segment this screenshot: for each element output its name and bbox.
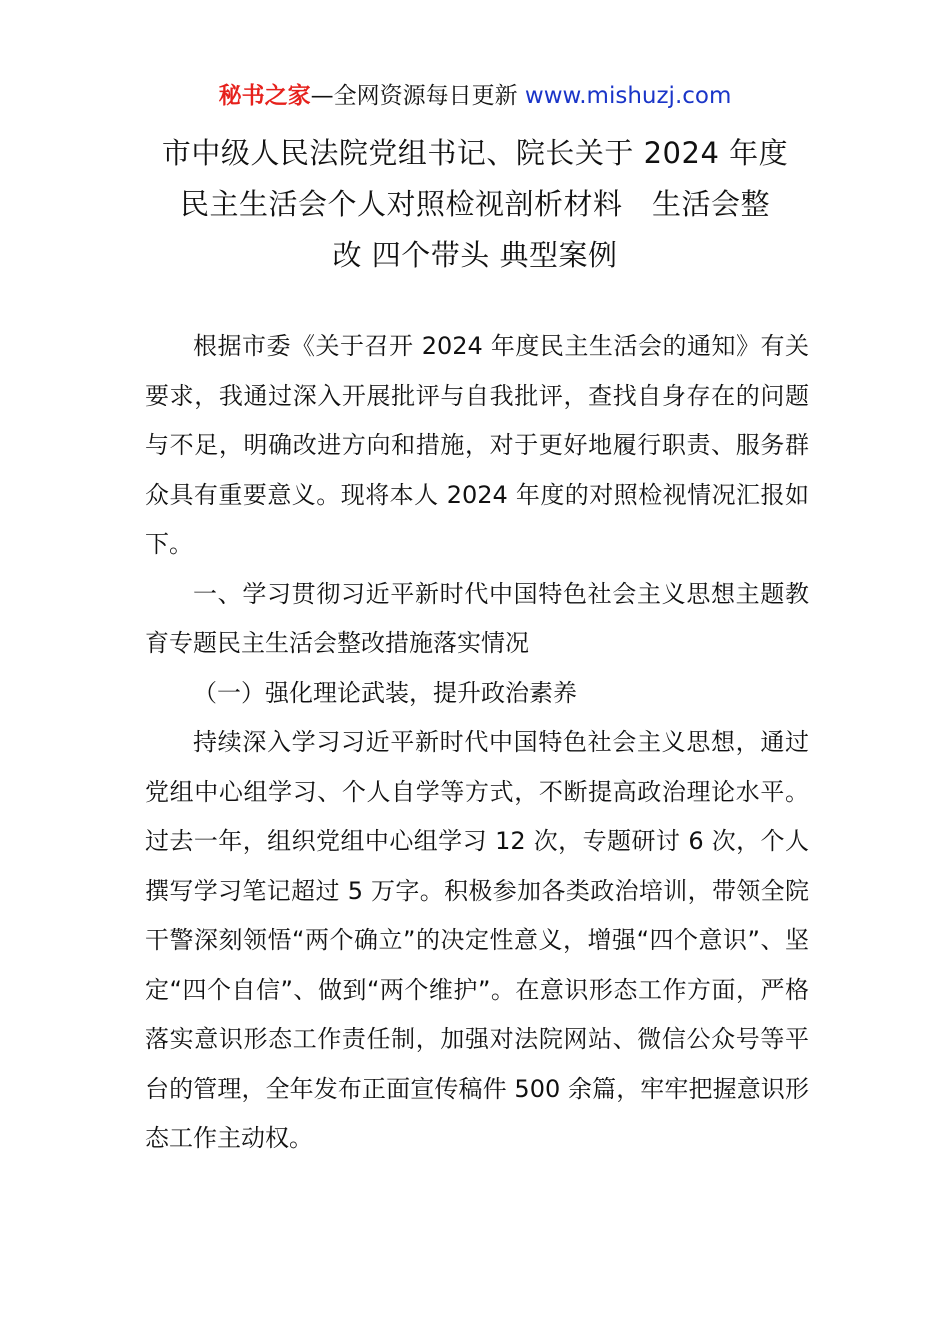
- header-slogan: —全网资源每日更新: [310, 83, 525, 109]
- document-body: [145, 322, 809, 1164]
- subsection-heading-1: （一）强化理论武装，提升政治素养: [193, 678, 577, 707]
- section-heading-1: 一、学习贯彻习近平新时代中国特色社会主义思想主题教育专题民主生活会整改措施落实情况: [145, 579, 809, 657]
- site-header: [0, 80, 950, 112]
- title-line-1: 市中级人民法院党组书记、院长关于 2024 年度: [161, 136, 789, 170]
- site-url-link[interactable]: www.mishuzj.com: [524, 83, 732, 109]
- intro-paragraph: 根据市委《关于召开 2024 年度民主生活会的通知》有关要求，我通过深入开展批评与自我批评，查找自身存在的问题与不足，明确改进方向和措施，对于更好地履行职责、服务群众具有重要意义。现将本人 2024 年度的对照检视情况汇报如下。: [145, 332, 809, 558]
- brand-name: 秘书之家: [218, 83, 311, 109]
- title-line-3: 改 四个带头 典型案例: [332, 238, 618, 272]
- body-paragraph-1: 持续深入学习习近平新时代中国特色社会主义思想，通过党组中心组学习、个人自学等方式，不断提高政治理论水平。过去一年，组织党组中心组学习 12 次，专题研讨 6 次，个人撰写学习笔记超过 5 万字。积极参加各类政治培训，带领全院干警深刻领悟“两个确立”的决定性意义，增强“四个意识”、坚定“四个自信”、做到“两个维护”。在意识形态工作方面，严格落实意识形态工作责任制，加强对法院网站、微信公众号等平台的管理，全年发布正面宣传稿件 500 余篇，牢牢把握意识形态工作主动权。: [145, 728, 809, 1152]
- title-line-2: 民主生活会个人对照检视剖析材料 生活会整: [179, 187, 770, 221]
- document-title: [140, 128, 810, 281]
